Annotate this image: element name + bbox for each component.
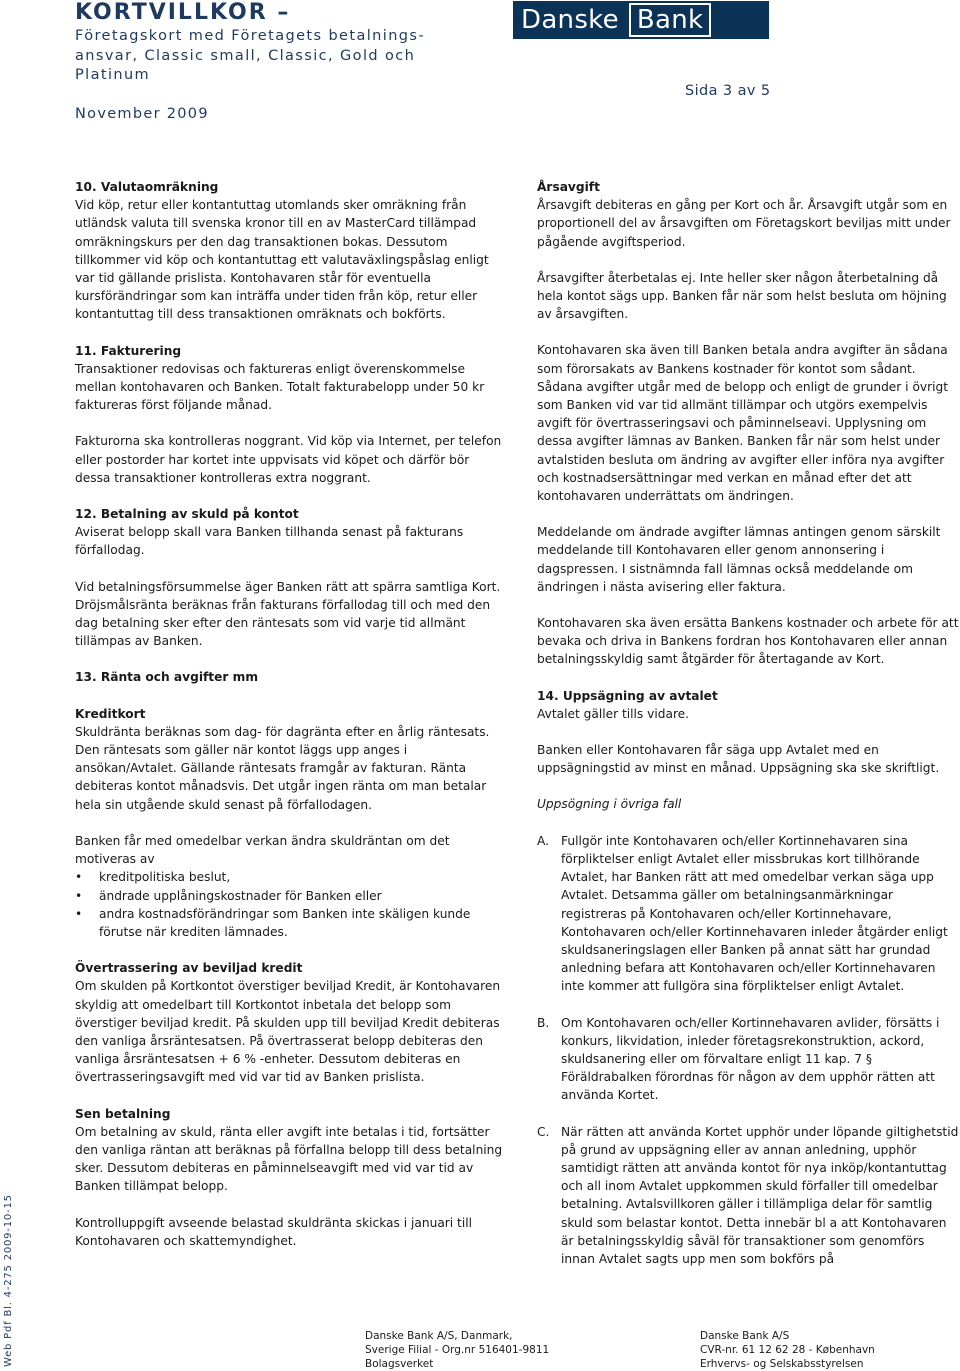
subsection-heading: Årsavgift — [537, 180, 600, 194]
document-title: KORTVILLKOR – — [75, 0, 291, 25]
paragraph: Transaktioner redovisas och faktureras enligt överenskommelse mellan kontohavaren och Banken. Totalt fakturabelopp under 50 kr faktureras först följande månad. — [75, 361, 485, 413]
lettered-list — [537, 832, 959, 1268]
paragraph: Avtalet gäller tills vidare. — [537, 706, 690, 721]
left-column — [75, 178, 505, 1268]
bullet-item: • kreditpolitiska beslut, — [75, 868, 505, 886]
list-item-text: Om Kontohavaren och/eller Kortinnehavaren avlider, försätts i konkurs, likvidation, inleder företagsrekonstruktion, ackord, skuldsanering eller om förvaltare enligt 11 kap. 7 § Föräldrabalken förordnas för någon av dem upphör rätten att använda Kortet. — [561, 1015, 940, 1103]
section-14 — [537, 687, 959, 723]
list-marker: B. — [537, 1015, 550, 1030]
section-10 — [75, 178, 505, 324]
paragraph: Om betalning av skuld, ränta eller avgift inte betalas i tid, fortsätter den vanliga räntan att beräknas på förfallna belopp till dess betalning sker. Dessutom debiteras en påminnelseavgift med vid var tid av Banken tillämpat belopp. — [75, 1124, 503, 1194]
document-date: November 2009 — [75, 106, 209, 122]
subtitle-line: Platinum — [75, 67, 151, 83]
paragraph: Om skulden på Kortkontot överstiger beviljad Kredit, är Kontohavaren skyldig att omedelbart till Kortkontot inbetala det belopp som överstiger beviljad kredit. På skulden upp till beviljad Kredit debiteras den vanliga årsräntesatsen. På övertrasserat belopp debiteras den vanliga årsräntesatsen + 6 % -enheter. Dessutom debiteras en övertrasseringsavgift med vid var tid av Banken prislista. — [75, 979, 501, 1085]
bullet-list — [75, 868, 505, 941]
section-heading: 13. Ränta och avgifter mm — [75, 670, 259, 685]
logo-word-bank: Bank — [629, 3, 712, 37]
footer-line: Sverige Filial - Org.nr 516401-9811 — [365, 1344, 550, 1356]
list-item — [537, 832, 959, 996]
paragraph: Meddelande om ändrade avgifter lämnas antingen genom särskilt meddelande till Kontohavaren eller genom annonsering i dagspressen. I sistnämnda fall lämnas också meddelande om ändringen i nästa avisering eller faktura. — [537, 525, 941, 594]
footer-right — [700, 1329, 875, 1371]
section-heading: 11. Fakturering — [75, 343, 182, 358]
arsavgift-block — [537, 178, 959, 251]
footer-line: Erhvervs- og Selskabsstyrelsen — [700, 1358, 864, 1370]
page-number: Sida 3 av 5 — [685, 83, 771, 99]
section-11 — [75, 342, 505, 415]
subsection-heading: Övertrassering av beviljad kredit — [75, 961, 303, 976]
subtitle-line: ansvar, Classic small, Classic, Gold och — [75, 47, 416, 64]
paragraph: Vid betalningsförsummelse äger Banken rätt att spärra samtliga Kort. Dröjsmålsränta beräknas från fakturans förfallodag till och med den dag betalning sker efter den räntesats som vid varje tid allmänt tillämpas av Banken. — [75, 579, 501, 649]
subsection-heading: Sen betalning — [75, 1106, 171, 1121]
list-item — [537, 1014, 959, 1105]
document-header — [75, 0, 495, 86]
overtrassering-block — [75, 959, 505, 1086]
paragraph: Aviserat belopp skall vara Banken tillhanda senast på fakturans förfallodag. — [75, 525, 464, 558]
paragraph: Kontohavaren ska även till Banken betala andra avgifter än sådana som förorsakats av Bankens kostnader för kontot som sådant. Sådana avgifter utgår med de belopp och enligt de grunder i övrigt som Banken vid var tid allmänt tillämpar och utgörs exempelvis avgift för övertrasseringsavi och påminnelseavi. Upplysning om dessa avgifter lämnas av Banken. Banken får när som helst under avtalstiden besluta om ändring av avgifter eller införa nya avgifter och kostnadsersättningar med verkan en månad efter det att kontohavaren underrättats om ändringen. — [537, 343, 949, 504]
section-heading: 12. Betalning av skuld på kontot — [75, 507, 299, 522]
italic-subheading: Uppsögning i övriga fall — [537, 797, 682, 812]
section-heading: 14. Uppsägning av avtalet — [537, 688, 718, 703]
subtitle-line: Företagskort med Företagets betalnings- — [75, 28, 425, 44]
kreditkort-block — [75, 705, 505, 814]
side-reference-label — [0, 1186, 18, 1369]
side-reference-text: Web Pdf Bl. 4-275 2009-10-15 — [3, 1194, 14, 1367]
section-heading: 10. Valutaomräkning — [75, 180, 219, 194]
bullet-item: • andra kostnadsförändringar som Banken inte skäligen kunde förutse när krediten lämnades. — [75, 905, 505, 941]
list-item-text: Fullgör inte Kontohavaren och/eller Kortinnehavaren sina förpliktelser enligt Avtalet eller missbrukas kort tillhörande Avtalet, har Banken rätt att med omedelbar verkan säga upp Avtalet. Detsamma gäller om betalningsanmärkningar registreras på Kontohavaren och/eller Kortinnehavare, Kontohavaren och/eller Kortinnehavaren inleder åtgärder enligt skuldsaneringslagen eller Banken på annat sätt har grundad anledning befara att Kontohavaren och/eller Kortinnehavaren inte kommer att fullgöra sina förpliktelser enligt Avtalet. — [561, 833, 948, 994]
list-marker: A. — [537, 833, 549, 848]
bullet-item: • ändrade upplåningskostnader för Banken eller — [75, 887, 505, 905]
sen-betalning-block — [75, 1105, 505, 1196]
list-marker: C. — [537, 1124, 550, 1139]
paragraph: Kontohavaren ska även ersätta Bankens kostnader och arbete för att bevaka och driva in Bankens fordran hos Kontohavaren eller annan betalningsskyldig samt åtgärder för återtagande av Kort. — [537, 616, 959, 667]
paragraph: Årsavgift debiteras en gång per Kort och år. Årsavgift utgår som en proportionell del av årsavgiften om Företagskort beviljas mitt under pågående avgiftsperiod. — [537, 198, 951, 249]
logo-word-danske: Danske — [521, 5, 619, 35]
paragraph: Kontrolluppgift avseende belastad skuldränta skickas i januari till Kontohavaren och skattemyndighet. — [75, 1215, 472, 1248]
footer-line: CVR-nr. 61 12 62 28 - København — [700, 1344, 875, 1356]
footer-line: Danske Bank A/S — [700, 1330, 790, 1342]
paragraph: Årsavgifter återbetalas ej. Inte heller sker någon återbetalning då hela kontot sägs upp. Banken får när som helst besluta om höjning av årsavgiften. — [537, 270, 947, 322]
list-item-text: När rätten att använda Kortet upphör under löpande giltighetstid på grund av uppsägning eller av annan anledning, upphör samtidigt rätten att använda kontot för nya inköp/kontantuttag och all inom Avtalet uppkommen skuld förfaller till omedelbar betalning. Avtalsvillkoren gäller i tillämpliga delar för samtlig skuld som belastar kontot. Detta innebär bl a att Kontohavaren är betalningsskyldig såväl för transaktioner som genomförs innan Avtalet sagts upp men som bokförs på — [561, 1124, 959, 1266]
danske-bank-logo — [513, 1, 769, 39]
paragraph: Vid köp, retur eller kontantuttag utomlands sker omräkning från utländsk valuta till svenska kronor till en av MasterCard tillämpad omräkningskurs per den dag transaktionen bokas. Dessutom tillkommer vid köp och kontantuttag ett valutaväxlingspåslag enligt var tid gällande prislista. Kontohavaren står för eventuella kursförändringar som kan inträffa under tiden från köp, retur eller kontantuttag till dess transaktionen omräknats och bokförts. — [75, 198, 489, 322]
subsection-heading: Kreditkort — [75, 706, 146, 721]
paragraph: Banken eller Kontohavaren får säga upp Avtalet med en uppsägningstid av minst en månad. Uppsägning ska ske skriftligt. — [537, 743, 940, 776]
document-subtitle — [75, 27, 495, 86]
footer-left — [365, 1329, 549, 1371]
list-item — [537, 1123, 959, 1269]
paragraph: Banken får med omedelbar verkan ändra skuldräntan om det motiveras av — [75, 833, 450, 867]
section-12 — [75, 505, 505, 560]
paragraph: Skuldränta beräknas som dag- för dagränta efter en årlig räntesats. Den räntesats som gäller när kontot läggs upp anges i ansökan/Avtalet. Gällande räntesats framgår av fakturan. Ränta debiteras kontot månadsvis. Det utgår ingen ränta om man betalar hela sin utgående skuld senast på förfallodagen. — [75, 724, 490, 812]
paragraph: Fakturorna ska kontrolleras noggrant. Vid köp via Internet, per telefon eller postorder har kortet inte uppvisats vid köpet och därför bör dessa transaktioner kontrolleras extra noggrant. — [75, 434, 502, 485]
right-column — [537, 178, 959, 1286]
footer-line: Danske Bank A/S, Danmark, — [365, 1330, 513, 1342]
footer-line: Bolagsverket — [365, 1358, 434, 1370]
